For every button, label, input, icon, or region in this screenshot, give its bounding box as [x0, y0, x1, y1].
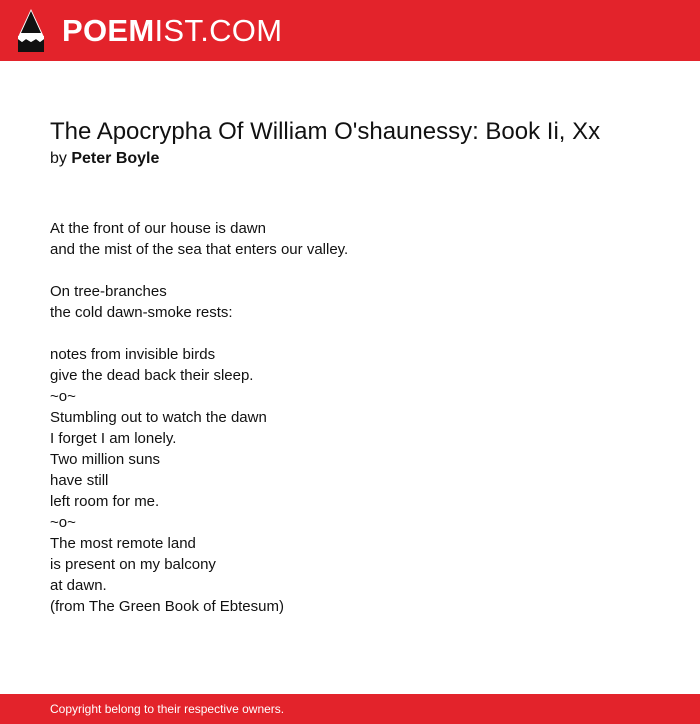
pen-nib-icon[interactable]	[17, 9, 45, 52]
poem-line: is present on my balcony	[50, 556, 216, 573]
poem-line: and the mist of the sea that enters our valley.	[50, 241, 349, 258]
poem-line: Stumbling out to watch the dawn	[50, 409, 267, 426]
stanza-break	[50, 260, 650, 281]
author-name: Peter Boyle	[71, 150, 160, 167]
byline	[50, 149, 159, 169]
brand-light-text: IST.COM	[154, 13, 283, 48]
poem-line: I forget I am lonely.	[50, 430, 177, 447]
by-label: by	[50, 150, 67, 167]
poem-line: give the dead back their sleep.	[50, 367, 254, 384]
poem-line: At the front of our house is dawn	[50, 220, 266, 237]
poem-line: the cold dawn-smoke rests:	[50, 304, 233, 321]
poem-line: notes from invisible birds	[50, 346, 216, 363]
copyright-text: Copyright belong to their respective owners.	[50, 702, 285, 716]
poem-source-line: (from The Green Book of Ebtesum)	[50, 598, 284, 615]
poem-line: The most remote land	[50, 535, 196, 552]
poem-line: Two million suns	[50, 451, 161, 468]
poem-body	[50, 218, 650, 617]
poem-line: left room for me.	[50, 493, 160, 510]
site-header	[0, 0, 700, 61]
poem-line: have still	[50, 472, 109, 489]
stanza-break	[50, 323, 650, 344]
section-divider: ~o~	[50, 514, 76, 531]
section-divider: ~o~	[50, 388, 76, 405]
poem-line: at dawn.	[50, 577, 107, 594]
brand-bold-text: POEM	[62, 13, 155, 48]
site-footer	[0, 694, 700, 724]
poem-title: The Apocrypha Of William O'shaunessy: Book Ii, Xx	[50, 118, 601, 145]
site-logo-text[interactable]	[62, 11, 282, 51]
poem-line: On tree-branches	[50, 283, 167, 300]
